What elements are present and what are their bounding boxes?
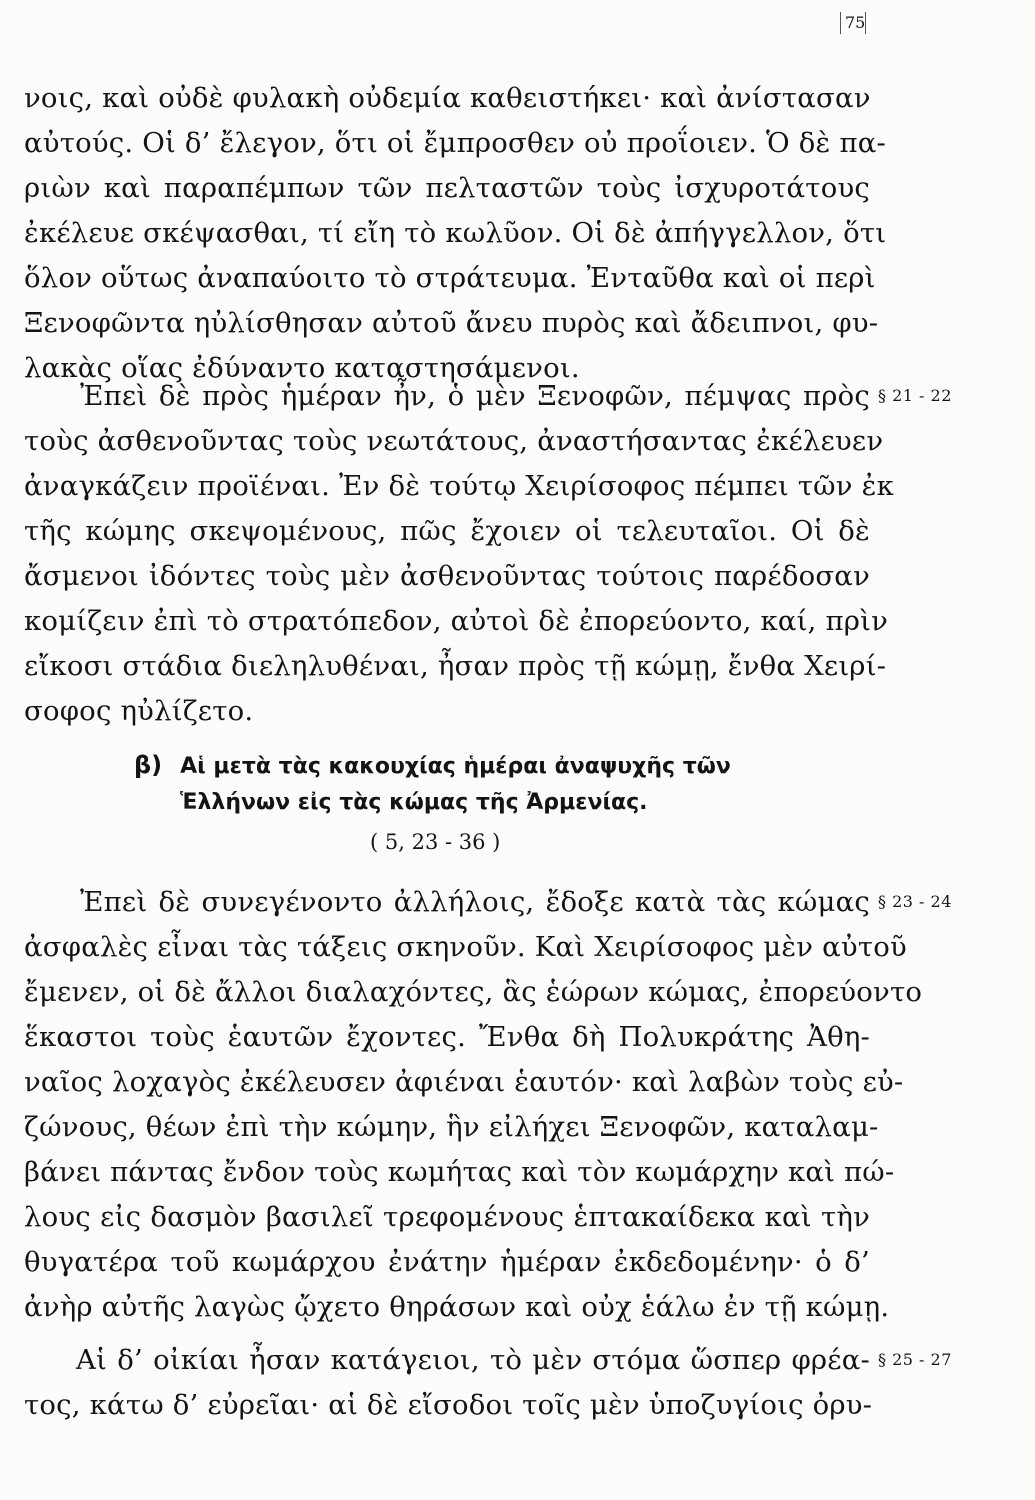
section-title-line-2: Ἑλλήνων εἰς τὰς κώμας τῆς Ἀρμενίας. bbox=[180, 790, 648, 815]
text-line: ἄσμενοι ἰδόντες τοὺς μὲν ἀσθενοῦντας τούτοις παρέδοσαν bbox=[24, 560, 870, 592]
text-line: τοὺς ἀσθενοῦντας τοὺς νεωτάτους, ἀναστήσαντας ἐκέλευεν bbox=[24, 425, 884, 457]
text-line: ριὼν καὶ παραπέμπων τῶν πελταστῶν τοὺς ἰσχυροτάτους bbox=[24, 172, 870, 204]
text-line: βάνει πάντας ἔνδον τοὺς κωμήτας καὶ τὸν κωμάρχην καὶ πώ- bbox=[24, 1156, 895, 1188]
text-line: τῆς κώμης σκεψομένους, πῶς ἔχοιεν οἱ τελευταῖοι. Οἱ δὲ bbox=[24, 515, 870, 547]
text-line: ἀσφαλὲς εἶναι τὰς τάξεις σκηνοῦν. Καὶ Χειρίσοφος μὲν αὐτοῦ bbox=[24, 931, 907, 963]
text-line: Ξενοφῶντα ηὐλίσθησαν αὐτοῦ ἄνευ πυρὸς καὶ ἄδειπνοι, φυ- bbox=[24, 307, 879, 339]
text-line: ἀνὴρ αὐτῆς λαγὼς ᾤχετο θηράσων καὶ οὐχ ἑάλω ἐν τῇ κώμῃ. bbox=[24, 1291, 890, 1323]
section-title-line-1 bbox=[24, 746, 870, 784]
text-line: ζώνους, θέων ἐπὶ τὴν κώμην, ἣν εἰλήχει Ξενοφῶν, καταλαμ- bbox=[24, 1111, 879, 1143]
text-line: ἐκέλευε σκέψασθαι, τί εἴη τὸ κωλῦον. Οἱ δὲ ἀπήγγελλον, ὅτι bbox=[24, 217, 887, 249]
section-reference: ( 5, 23 - 36 ) bbox=[370, 830, 501, 854]
text-line: Ἐπεὶ δὲ συνεγένοντο ἀλλήλοις, ἔδοξε κατὰ τὰς κώμας bbox=[80, 886, 870, 918]
section-letter: β) bbox=[134, 751, 163, 779]
text-line: ἔμενεν, οἱ δὲ ἄλλοι διαλαχόντες, ἃς ἑώρων κώμας, ἐπορεύοντο bbox=[24, 976, 923, 1008]
paragraph-2 bbox=[24, 374, 894, 734]
text-line: κομίζειν ἐπὶ τὸ στρατόπεδον, αὐτοὶ δὲ ἐπορεύοντο, καί, πρὶν bbox=[24, 605, 889, 637]
text-line: τος, κάτω δ’ εὐρεῖαι· αἱ δὲ εἴσοδοι τοῖς μὲν ὑποζυγίοις ὀρυ- bbox=[24, 1389, 873, 1421]
text-line: εἴκοσι στάδια διεληλυθέναι, ἦσαν πρὸς τῇ κώμῃ, ἔνθα Χειρί- bbox=[24, 650, 887, 682]
text-line: αὐτούς. Οἱ δ’ ἔλεγον, ὅτι οἱ ἔμπροσθεν οὐ προΐοιεν. Ὁ δὲ πα- bbox=[24, 127, 886, 159]
text-line: Ἐπεὶ δὲ πρὸς ἡμέραν ἦν, ὁ μὲν Ξενοφῶν, πέμψας πρὸς bbox=[80, 380, 870, 412]
text-line: ἀναγκάζειν προϊέναι. Ἐν δὲ τούτῳ Χειρίσοφος πέμπει τῶν ἐκ bbox=[24, 470, 894, 502]
text-line: ναῖος λοχαγὸς ἐκέλευσεν ἀφιέναι ἑαυτόν· καὶ λαβὼν τοὺς εὐ- bbox=[24, 1066, 904, 1098]
page-number: 75 bbox=[840, 12, 866, 34]
text-line: σοφος ηὐλίζετο. bbox=[24, 695, 254, 727]
section-title-text-1: Αἱ μετὰ τὰς κακουχίας ἡμέραι ἀναψυχῆς τῶν bbox=[180, 754, 731, 779]
text-line: λους εἰς δασμὸν βασιλεῖ τρεφομένους ἑπτακαίδεκα καὶ τὴν bbox=[24, 1201, 870, 1233]
section-heading bbox=[24, 746, 870, 862]
text-line: Αἱ δ’ οἰκίαι ἦσαν κατάγειοι, τὸ μὲν στόμα ὥσπερ φρέα- bbox=[76, 1344, 870, 1376]
margin-reference: § 25 - 27 bbox=[878, 1350, 952, 1369]
text-line: λακὰς οἵας ἐδύναντο καταστησάμενοι. bbox=[24, 352, 580, 384]
text-line: ἕκαστοι τοὺς ἑαυτῶν ἔχοντες. Ἔνθα δὴ Πολυκράτης Ἀθη- bbox=[24, 1021, 870, 1053]
text-line: θυγατέρα τοῦ κωμάρχου ἐνάτην ἡμέραν ἐκδεδομένην· ὁ δ’ bbox=[24, 1246, 870, 1278]
text-line: νοις, καὶ οὐδὲ φυλακὴ οὐδεμία καθειστήκει· καὶ ἀνίστασαν bbox=[24, 82, 871, 114]
paragraph-1 bbox=[24, 76, 887, 391]
paragraph-4 bbox=[24, 1338, 873, 1428]
margin-reference: § 23 - 24 bbox=[878, 892, 952, 911]
margin-reference: § 21 - 22 bbox=[878, 386, 952, 405]
text-line: ὅλον οὕτως ἀναπαύοιτο τὸ στράτευμα. Ἐνταῦθα καὶ οἱ περὶ bbox=[24, 262, 876, 294]
